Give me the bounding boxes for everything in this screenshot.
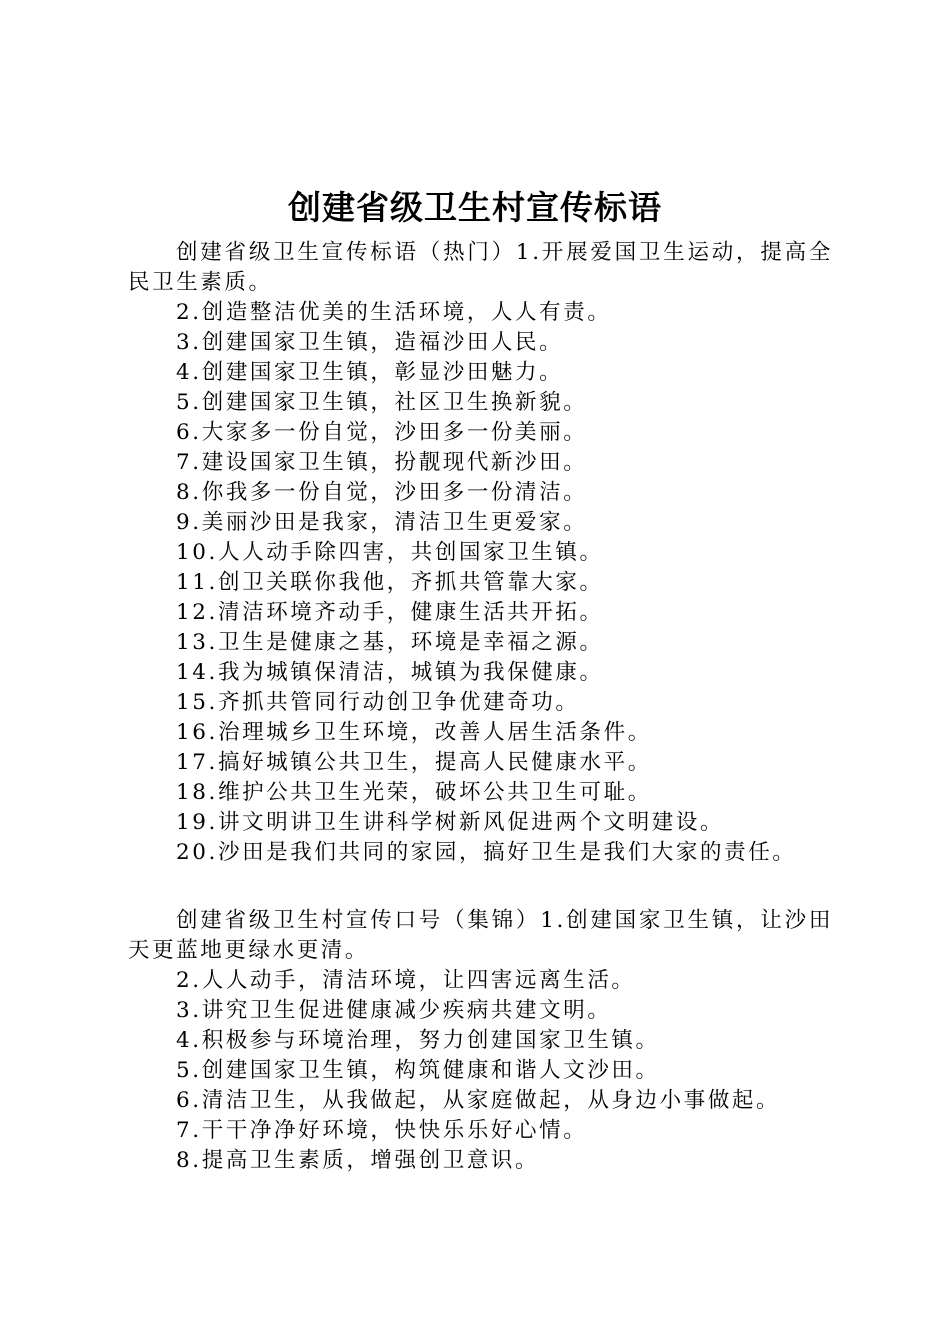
slogan-item: 4.积极参与环境治理，努力创建国家卫生镇。 — [176, 1028, 660, 1053]
slogan-item: 8.你我多一份自觉，沙田多一份清洁。 — [176, 480, 588, 505]
slogan-item: 15.齐抓共管同行动创卫争优建奇功。 — [176, 690, 580, 715]
section-1-lead: 创建省级卫生宣传标语（热门）1.开展爱国卫生运动，提高全民卫生素质。 — [128, 240, 833, 295]
slogan-item: 11.创卫关联你我他，齐抓共管靠大家。 — [176, 570, 604, 595]
slogan-item: 10.人人动手除四害，共创国家卫生镇。 — [176, 540, 604, 565]
slogan-item: 8.提高卫生素质，增强创卫意识。 — [176, 1148, 540, 1173]
slogan-item: 3.讲究卫生促进健康减少疾病共建文明。 — [176, 998, 612, 1023]
slogan-item: 2.人人动手，清洁环境，让四害远离生活。 — [176, 968, 636, 993]
slogan-item: 5.创建国家卫生镇，构筑健康和谐人文沙田。 — [176, 1058, 660, 1083]
slogan-item: 2.创造整洁优美的生活环境，人人有责。 — [176, 300, 612, 325]
slogan-item: 18.维护公共卫生光荣，破坏公共卫生可耻。 — [176, 780, 652, 805]
slogan-item: 6.大家多一份自觉，沙田多一份美丽。 — [176, 420, 588, 445]
slogan-item: 4.创建国家卫生镇，彰显沙田魅力。 — [176, 360, 564, 385]
slogan-item: 6.清洁卫生，从我做起，从家庭做起，从身边小事做起。 — [176, 1088, 781, 1113]
slogan-item: 5.创建国家卫生镇，社区卫生换新貌。 — [176, 390, 588, 415]
document-title: 创建省级卫生村宣传标语 — [288, 188, 662, 227]
slogan-item: 19.讲文明讲卫生讲科学树新风促进两个文明建设。 — [176, 810, 725, 835]
slogan-item: 17.搞好城镇公共卫生，提高人民健康水平。 — [176, 750, 652, 775]
section-2-lead: 创建省级卫生村宣传口号（集锦）1.创建国家卫生镇，让沙田天更蓝地更绿水更清。 — [128, 908, 833, 963]
slogan-item: 16.治理城乡卫生环境，改善人居生活条件。 — [176, 720, 652, 745]
slogan-item: 3.创建国家卫生镇，造福沙田人民。 — [176, 330, 564, 355]
slogan-item: 14.我为城镇保清洁，城镇为我保健康。 — [176, 660, 604, 685]
slogan-item: 12.清洁环境齐动手，健康生活共开拓。 — [176, 600, 604, 625]
slogan-item: 7.建设国家卫生镇，扮靓现代新沙田。 — [176, 450, 588, 475]
slogan-section-1 — [128, 238, 833, 868]
slogan-item: 13.卫生是健康之基，环境是幸福之源。 — [176, 630, 604, 655]
slogan-section-2 — [128, 906, 833, 1176]
slogan-item: 7.干干净净好环境，快快乐乐好心情。 — [176, 1118, 588, 1143]
slogan-item: 9.美丽沙田是我家，清洁卫生更爱家。 — [176, 510, 588, 535]
slogan-item: 20.沙田是我们共同的家园，搞好卫生是我们大家的责任。 — [176, 840, 797, 865]
